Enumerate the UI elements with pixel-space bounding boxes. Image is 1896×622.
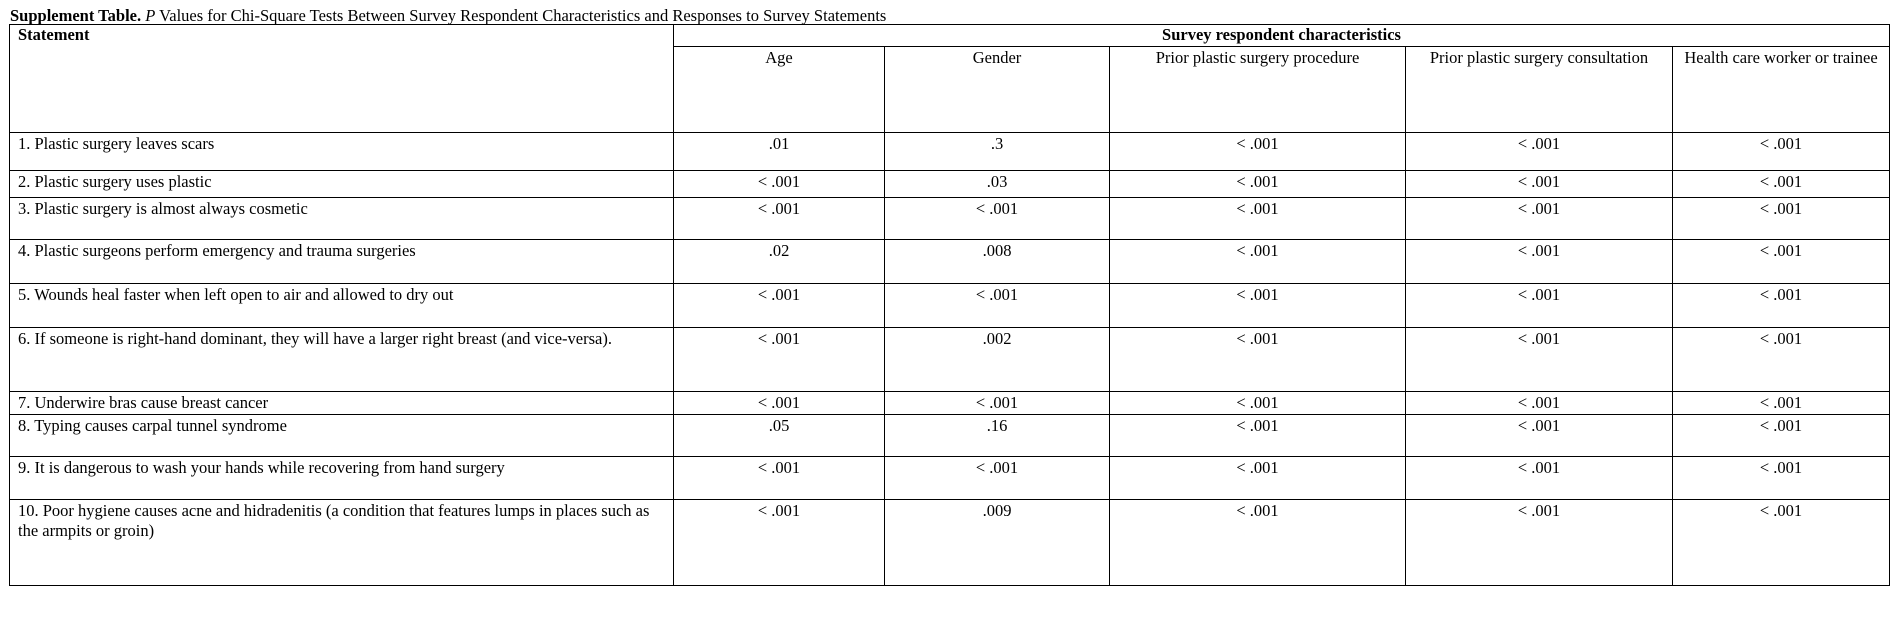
statement-cell: 4. Plastic surgeons perform emergency and trauma surgeries	[10, 240, 674, 284]
prior-consultation-pvalue: < .001	[1406, 457, 1673, 500]
age-pvalue: .01	[674, 133, 885, 171]
health-care-worker-pvalue: < .001	[1673, 328, 1890, 392]
health-care-worker-pvalue: < .001	[1673, 284, 1890, 328]
health-care-worker-pvalue: < .001	[1673, 133, 1890, 171]
prior-consultation-pvalue: < .001	[1406, 500, 1673, 586]
prior-procedure-pvalue: < .001	[1110, 284, 1406, 328]
prior-consultation-pvalue: < .001	[1406, 133, 1673, 171]
table-row	[10, 500, 1890, 586]
pvalue-table	[9, 24, 1890, 586]
table-row	[10, 240, 1890, 284]
health-care-worker-pvalue: < .001	[1673, 392, 1890, 415]
prior-consultation-pvalue: < .001	[1406, 171, 1673, 198]
statement-cell: 10. Poor hygiene causes acne and hidradenitis (a condition that features lumps in places such as the armpits or groin)	[10, 500, 674, 586]
table-row	[10, 133, 1890, 171]
column-header-age: Age	[674, 47, 885, 133]
table-row	[10, 171, 1890, 198]
statement-cell: 5. Wounds heal faster when left open to air and allowed to dry out	[10, 284, 674, 328]
health-care-worker-pvalue: < .001	[1673, 500, 1890, 586]
characteristics-group-header: Survey respondent characteristics	[674, 25, 1890, 47]
health-care-worker-pvalue: < .001	[1673, 171, 1890, 198]
table-row	[10, 457, 1890, 500]
health-care-worker-pvalue: < .001	[1673, 240, 1890, 284]
age-pvalue: < .001	[674, 198, 885, 240]
column-header-health-care-worker: Health care worker or trainee	[1673, 47, 1890, 133]
header-row-group	[10, 25, 1890, 47]
prior-procedure-pvalue: < .001	[1110, 328, 1406, 392]
table-caption	[10, 6, 886, 26]
statement-cell: 9. It is dangerous to wash your hands while recovering from hand surgery	[10, 457, 674, 500]
gender-pvalue: .009	[885, 500, 1110, 586]
gender-pvalue: .008	[885, 240, 1110, 284]
prior-consultation-pvalue: < .001	[1406, 415, 1673, 457]
caption-label: Supplement Table.	[10, 6, 142, 25]
column-header-gender: Gender	[885, 47, 1110, 133]
table-row	[10, 198, 1890, 240]
gender-pvalue: < .001	[885, 284, 1110, 328]
table-row	[10, 328, 1890, 392]
table-row	[10, 284, 1890, 328]
column-header-prior-procedure: Prior plastic surgery procedure	[1110, 47, 1406, 133]
health-care-worker-pvalue: < .001	[1673, 415, 1890, 457]
age-pvalue: < .001	[674, 457, 885, 500]
statement-cell: 1. Plastic surgery leaves scars	[10, 133, 674, 171]
prior-consultation-pvalue: < .001	[1406, 198, 1673, 240]
age-pvalue: < .001	[674, 500, 885, 586]
prior-consultation-pvalue: < .001	[1406, 392, 1673, 415]
table-row	[10, 415, 1890, 457]
gender-pvalue: < .001	[885, 457, 1110, 500]
prior-procedure-pvalue: < .001	[1110, 500, 1406, 586]
health-care-worker-pvalue: < .001	[1673, 198, 1890, 240]
gender-pvalue: < .001	[885, 198, 1110, 240]
table-row	[10, 392, 1890, 415]
age-pvalue: < .001	[674, 284, 885, 328]
prior-consultation-pvalue: < .001	[1406, 284, 1673, 328]
health-care-worker-pvalue: < .001	[1673, 457, 1890, 500]
gender-pvalue: < .001	[885, 392, 1110, 415]
age-pvalue: < .001	[674, 328, 885, 392]
statement-cell: 3. Plastic surgery is almost always cosmetic	[10, 198, 674, 240]
statement-cell: 7. Underwire bras cause breast cancer	[10, 392, 674, 415]
gender-pvalue: .03	[885, 171, 1110, 198]
age-pvalue: < .001	[674, 171, 885, 198]
prior-procedure-pvalue: < .001	[1110, 171, 1406, 198]
prior-procedure-pvalue: < .001	[1110, 198, 1406, 240]
prior-procedure-pvalue: < .001	[1110, 457, 1406, 500]
caption-p-symbol: P	[145, 6, 156, 25]
gender-pvalue: .16	[885, 415, 1110, 457]
gender-pvalue: .3	[885, 133, 1110, 171]
prior-procedure-pvalue: < .001	[1110, 240, 1406, 284]
statement-cell: 8. Typing causes carpal tunnel syndrome	[10, 415, 674, 457]
age-pvalue: .02	[674, 240, 885, 284]
prior-procedure-pvalue: < .001	[1110, 392, 1406, 415]
prior-procedure-pvalue: < .001	[1110, 133, 1406, 171]
prior-consultation-pvalue: < .001	[1406, 240, 1673, 284]
column-header-prior-consultation: Prior plastic surgery consultation	[1406, 47, 1673, 133]
prior-consultation-pvalue: < .001	[1406, 328, 1673, 392]
statement-cell: 6. If someone is right-hand dominant, they will have a larger right breast (and vice-versa).	[10, 328, 674, 392]
gender-pvalue: .002	[885, 328, 1110, 392]
statement-cell: 2. Plastic surgery uses plastic	[10, 171, 674, 198]
age-pvalue: .05	[674, 415, 885, 457]
caption-text: Values for Chi-Square Tests Between Survey Respondent Characteristics and Responses to Survey Statements	[155, 6, 887, 25]
statement-column-header: Statement	[10, 25, 674, 133]
prior-procedure-pvalue: < .001	[1110, 415, 1406, 457]
age-pvalue: < .001	[674, 392, 885, 415]
